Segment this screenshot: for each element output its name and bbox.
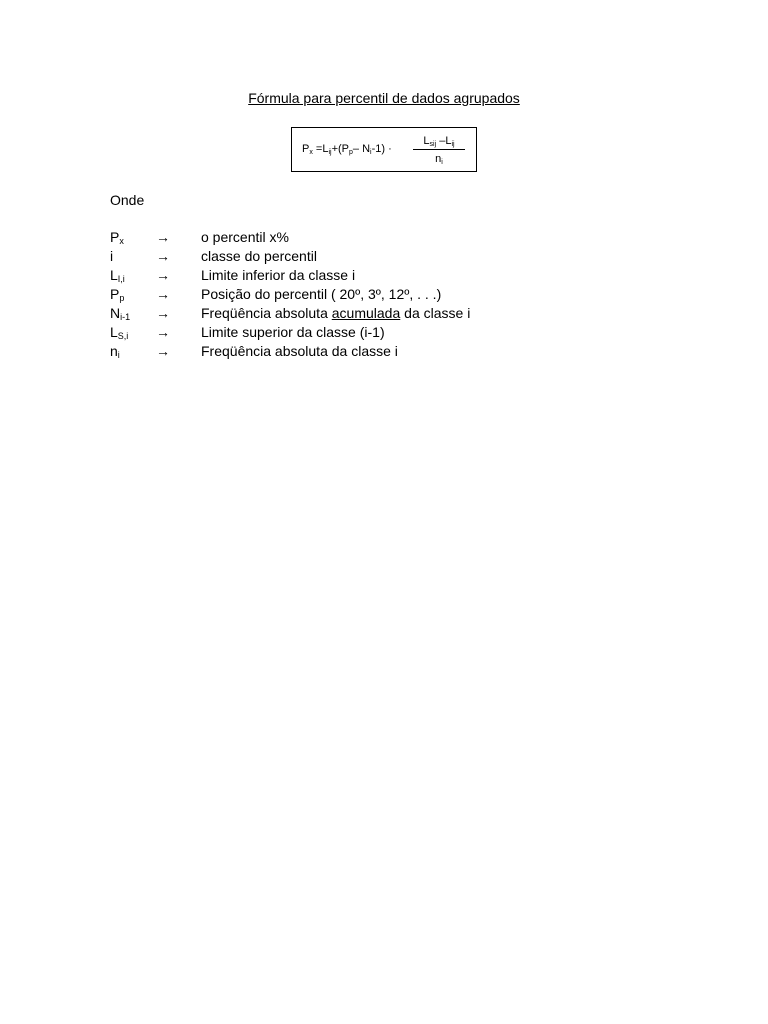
definition-text: Posição do percentil ( 20º, 3º, 12º, . . .)	[201, 286, 442, 302]
formula-numerator	[413, 134, 465, 148]
arrow-icon: →	[156, 267, 170, 283]
formula-plus-p: +(P	[331, 143, 350, 155]
underlined-word: acumulada	[331, 305, 401, 321]
formula-p-sub: x	[309, 149, 313, 156]
numerator-minus-l: –L	[436, 135, 452, 147]
arrow-icon: →	[156, 248, 170, 264]
arrow-icon: →	[156, 286, 170, 302]
definition-symbol: $L_{S,i}$	[110, 324, 129, 341]
formula-n-sub: i	[370, 149, 372, 156]
formula-left-side	[302, 143, 392, 156]
definition-symbol: $N_{i-1}$	[110, 305, 131, 322]
definition-text: Freqüência absoluta acumulada da classe i	[201, 305, 471, 321]
formula-p: P	[302, 143, 310, 155]
fraction-bar	[413, 149, 465, 150]
denominator-sub: i	[441, 159, 443, 166]
arrow-icon: →	[156, 343, 170, 359]
definition-symbol: i	[110, 248, 114, 264]
formula-minus-n: – N	[352, 143, 371, 155]
numerator-l: L	[423, 135, 430, 147]
arrow-icon: →	[156, 305, 170, 321]
formula-denominator	[413, 152, 465, 166]
formula-times: ·	[388, 143, 392, 155]
definition-symbol: $L_{I,i}$	[110, 267, 125, 284]
numerator-minus-sub: ij	[451, 141, 455, 148]
formula-box	[291, 127, 477, 172]
formula-l-sub: ij	[328, 149, 332, 156]
definition-text: classe do percentil	[201, 248, 317, 264]
arrow-icon: →	[156, 229, 170, 245]
definition-text: Limite superior da classe (i-1)	[201, 324, 385, 340]
arrow-icon: →	[156, 324, 170, 340]
definition-symbol: $P_x$	[110, 229, 124, 246]
definition-text: o percentil x%	[201, 229, 289, 245]
definition-symbol: $P_p$	[110, 286, 125, 303]
definition-text: Limite inferior da classe i	[201, 267, 356, 283]
numerator-l-sub: sij	[429, 141, 437, 148]
definition-text: Freqüência absoluta da classe i	[201, 343, 398, 359]
document-title: Fórmula para percentil de dados agrupados	[248, 90, 520, 106]
formula-pp-sub: p	[349, 149, 353, 156]
formula-fraction	[413, 134, 465, 166]
formula-eq-l: =L	[315, 143, 329, 155]
denominator-n: n	[435, 153, 442, 165]
formula-close-paren: -1)	[371, 143, 386, 155]
onde-label: Onde	[110, 192, 145, 208]
definition-symbol: $n_i$	[110, 343, 120, 360]
